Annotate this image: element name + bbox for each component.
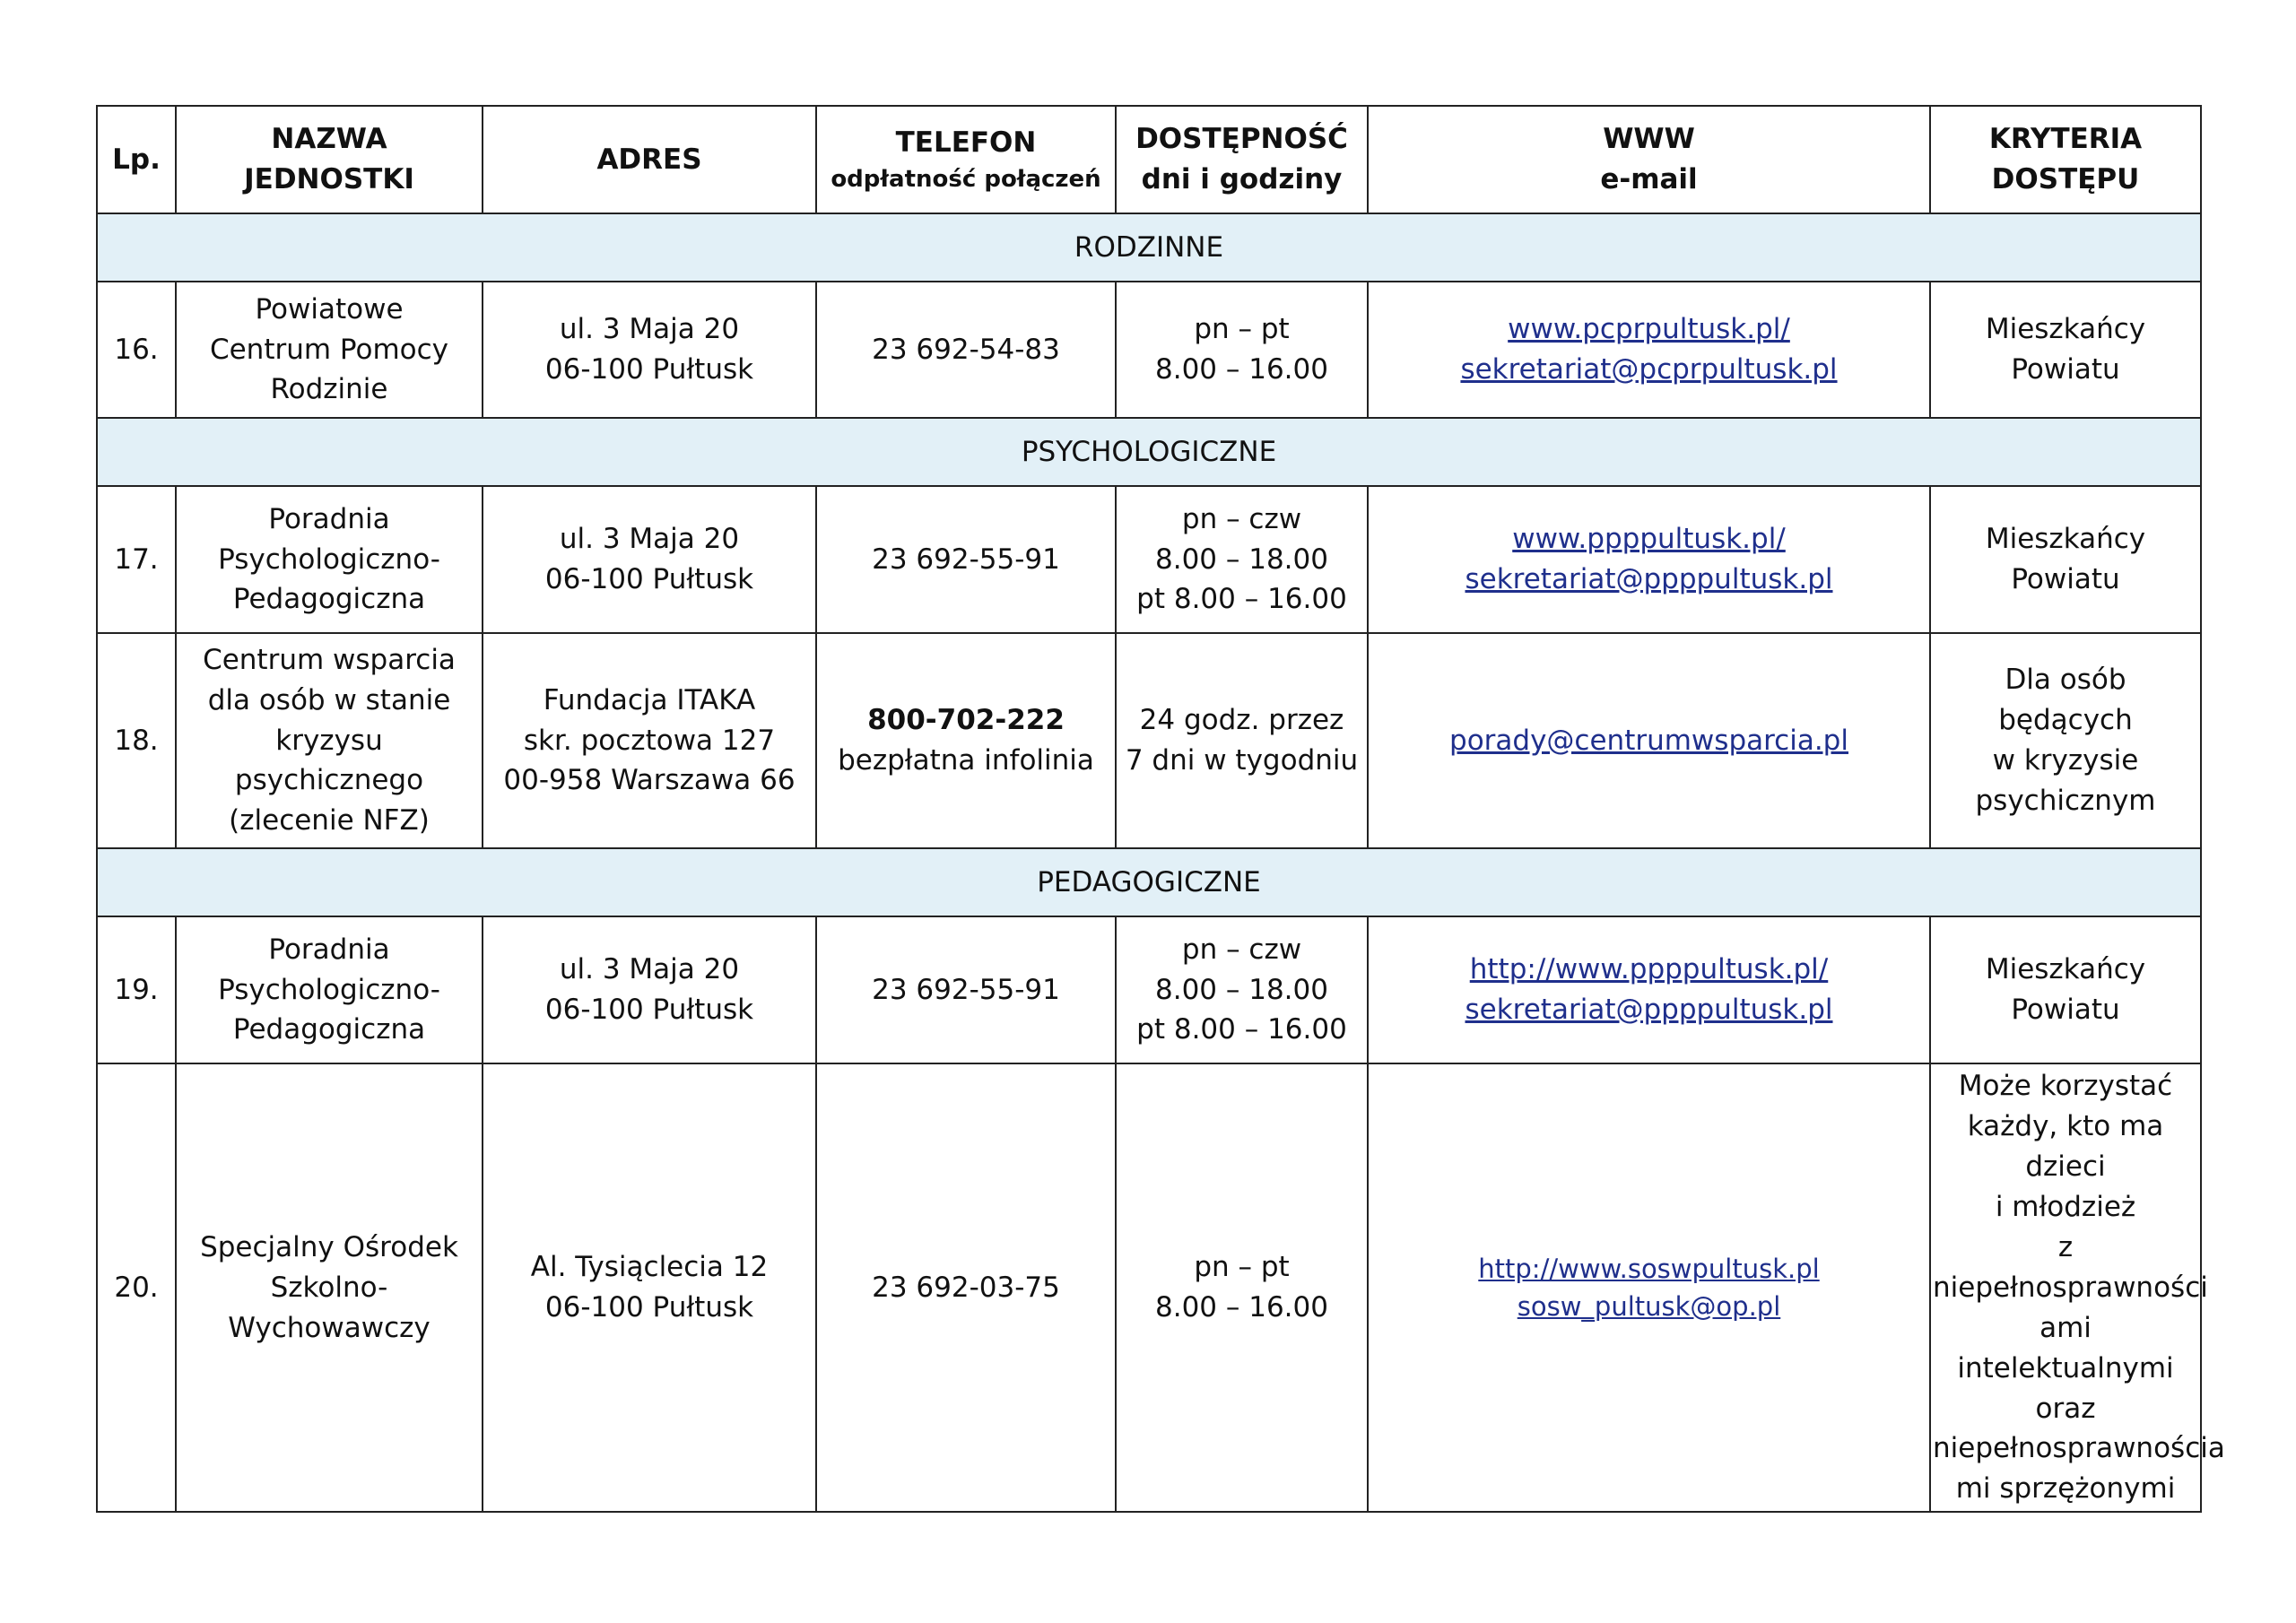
email-link[interactable]: sekretariat@pcprpultusk.pl — [1460, 353, 1838, 386]
section-pedagogiczne — [97, 848, 2201, 916]
row-name: Specjalny Ośrodek Szkolno- Wychowawczy — [176, 1063, 483, 1512]
row-phone: 23 692-55-91 — [816, 916, 1116, 1063]
row-address: Fundacja ITAKA skr. pocztowa 127 00-958 Warszawa 66 — [483, 633, 816, 848]
header-www: WWW e-mail — [1368, 106, 1930, 213]
row-phone: 23 692-54-83 — [816, 282, 1116, 418]
row-phone: 23 692-55-91 — [816, 486, 1116, 633]
section-title: PEDAGOGICZNE — [97, 848, 2201, 916]
row-links — [1368, 633, 1930, 848]
header-lp: Lp. — [97, 106, 176, 213]
table-row — [97, 486, 2201, 633]
row-name: Poradnia Psychologiczno- Pedagogiczna — [176, 916, 483, 1063]
email-link[interactable]: sosw_pultusk@op.pl — [1517, 1291, 1781, 1323]
row-name: Centrum wsparcia dla osób w stanie kryzysu psychicznego (zlecenie NFZ) — [176, 633, 483, 848]
row-address: ul. 3 Maja 20 06-100 Pułtusk — [483, 486, 816, 633]
section-title: PSYCHOLOGICZNE — [97, 418, 2201, 486]
header-criteria: KRYTERIA DOSTĘPU — [1930, 106, 2201, 213]
email-link[interactable]: sekretariat@ppppultusk.pl — [1465, 994, 1833, 1026]
row-links — [1368, 282, 1930, 418]
row-address: ul. 3 Maja 20 06-100 Pułtusk — [483, 916, 816, 1063]
row-lp: 20. — [97, 1063, 176, 1512]
row-criteria: Mieszkańcy Powiatu — [1930, 282, 2201, 418]
email-link[interactable]: sekretariat@ppppultusk.pl — [1465, 563, 1833, 595]
row-hours: 24 godz. przez 7 dni w tygodniu — [1116, 633, 1368, 848]
table-row — [97, 633, 2201, 848]
section-title: RODZINNE — [97, 213, 2201, 282]
row-criteria: Mieszkańcy Powiatu — [1930, 916, 2201, 1063]
row-hours: pn – czw 8.00 – 18.00 pt 8.00 – 16.00 — [1116, 916, 1368, 1063]
row-criteria: Może korzystać każdy, kto ma dzieci i młodzież z niepełnosprawności ami intelektualnymi oraz niepełnosprawnościa mi sprzężonymi — [1930, 1063, 2201, 1512]
row-links — [1368, 486, 1930, 633]
services-table — [96, 105, 2225, 1513]
row-links — [1368, 916, 1930, 1063]
row-hours: pn – czw 8.00 – 18.00 pt 8.00 – 16.00 — [1116, 486, 1368, 633]
table-row — [97, 916, 2201, 1063]
row-lp: 17. — [97, 486, 176, 633]
row-hours: pn – pt 8.00 – 16.00 — [1116, 1063, 1368, 1512]
www-link[interactable]: www.pcprpultusk.pl/ — [1508, 313, 1790, 346]
row-address: Al. Tysiąclecia 12 06-100 Pułtusk — [483, 1063, 816, 1512]
header-availability: DOSTĘPNOŚĆ dni i godziny — [1116, 106, 1368, 213]
row-criteria: Dla osób będących w kryzysie psychicznym — [1930, 633, 2201, 848]
row-phone: 800-702-222 bezpłatna infolinia — [816, 633, 1116, 848]
table-row — [97, 1063, 2201, 1512]
header-phone: TELEFON odpłatność połączeń — [816, 106, 1116, 213]
header-row — [97, 106, 2201, 213]
row-name: Poradnia Psychologiczno- Pedagogiczna — [176, 486, 483, 633]
row-phone: 23 692-03-75 — [816, 1063, 1116, 1512]
header-name: NAZWA JEDNOSTKI — [176, 106, 483, 213]
email-link[interactable]: porady@centrumwsparcia.pl — [1449, 724, 1848, 757]
www-link[interactable]: http://www.ppppultusk.pl/ — [1469, 953, 1829, 986]
row-links — [1368, 1063, 1930, 1512]
table-row — [97, 282, 2201, 418]
row-hours: pn – pt 8.00 – 16.00 — [1116, 282, 1368, 418]
section-psychologiczne — [97, 418, 2201, 486]
row-lp: 16. — [97, 282, 176, 418]
row-lp: 18. — [97, 633, 176, 848]
row-address: ul. 3 Maja 20 06-100 Pułtusk — [483, 282, 816, 418]
header-address: ADRES — [483, 106, 816, 213]
www-link[interactable]: http://www.soswpultusk.pl — [1478, 1254, 1820, 1285]
section-rodzinne — [97, 213, 2201, 282]
row-criteria: Mieszkańcy Powiatu — [1930, 486, 2201, 633]
www-link[interactable]: www.ppppultusk.pl/ — [1512, 523, 1786, 556]
row-lp: 19. — [97, 916, 176, 1063]
row-name: Powiatowe Centrum Pomocy Rodzinie — [176, 282, 483, 418]
